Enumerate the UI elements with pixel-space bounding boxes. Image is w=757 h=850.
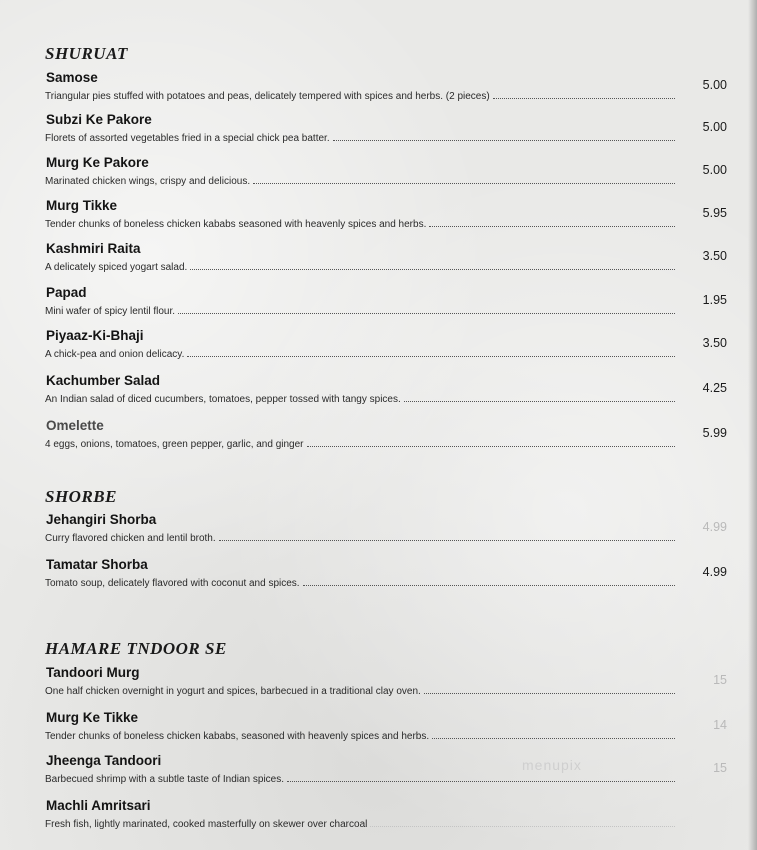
menu-item-papad [45, 285, 725, 323]
dot-leader [493, 98, 675, 99]
item-description: Tender chunks of boneless chicken kababs, seasoned with heavenly spices and herbs. [45, 731, 430, 742]
item-description: A delicately spiced yogart salad. [45, 262, 188, 273]
item-name: Machli Amritsari [46, 798, 151, 813]
item-name: Kachumber Salad [46, 373, 161, 388]
item-description: One half chicken overnight in yogurt and spices, barbecued in a traditional clay oven. [45, 686, 421, 697]
watermark: menupix [522, 757, 582, 773]
item-price: 5.95 [702, 206, 727, 220]
item-description: Tomato soup, delicately flavored with coconut and spices. [45, 578, 300, 589]
item-description: A chick-pea and onion delicacy. [45, 349, 185, 360]
dot-leader [219, 540, 675, 541]
menu-item-machli-amritsari [45, 798, 725, 836]
item-description: Triangular pies stuffed with potatoes and peas, delicately tempered with spices and herbs. (2 pieces) [45, 91, 490, 102]
menu-item-tamatar-shorba [45, 557, 725, 595]
menu-item-kachumber-salad [45, 373, 725, 411]
item-name: Murg Tikke [46, 198, 118, 213]
item-description: Marinated chicken wings, crispy and delicious. [45, 176, 251, 187]
dot-leader [333, 140, 675, 141]
menu-item-samose [45, 70, 725, 108]
menu-item-jehangiri-shorba [45, 512, 725, 550]
item-price: 5.00 [702, 120, 727, 134]
section-title-shuruat: SHURUAT [45, 44, 128, 63]
dot-leader [187, 356, 675, 357]
item-price: 15 [713, 761, 727, 775]
menu-item-piyaaz-ki-bhaji [45, 328, 725, 366]
menu-item-murg-ke-tikke [45, 710, 725, 748]
menu-item-tandoori-murg [45, 665, 725, 703]
menu-item-jheenga-tandoori [45, 753, 725, 791]
item-name: Murg Ke Tikke [46, 710, 139, 725]
dot-leader [404, 401, 675, 402]
page-edge-shadow [748, 0, 757, 850]
dot-leader [253, 183, 675, 184]
item-price: 4.99 [702, 565, 727, 579]
item-price: 1.95 [702, 293, 727, 307]
dot-leader [287, 781, 675, 782]
item-name: Jheenga Tandoori [46, 753, 162, 768]
item-description: Mini wafer of spicy lentil flour. [45, 306, 176, 317]
item-price: 4.99 [702, 520, 727, 534]
item-description: Florets of assorted vegetables fried in a special chick pea batter. [45, 133, 330, 144]
dot-leader [432, 738, 675, 739]
item-description: An Indian salad of diced cucumbers, tomatoes, pepper tossed with tangy spices. [45, 394, 401, 405]
item-description: Barbecued shrimp with a subtle taste of Indian spices. [45, 774, 285, 785]
item-price: 5.00 [702, 163, 727, 177]
item-description: Fresh fish, lightly marinated, cooked masterfully on skewer over charcoal [45, 819, 368, 830]
item-name: Kashmiri Raita [46, 241, 141, 256]
item-name: Tamatar Shorba [46, 557, 148, 572]
item-price: 4.25 [702, 381, 727, 395]
item-name: Murg Ke Pakore [46, 155, 149, 170]
item-price: 5.00 [702, 78, 727, 92]
menu-item-omelette [45, 418, 725, 456]
dot-leader [178, 313, 675, 314]
item-price: 3.50 [702, 336, 727, 350]
section-title-shorbe: SHORBE [45, 487, 117, 506]
item-price: 3.50 [702, 249, 727, 263]
item-description: Tender chunks of boneless chicken kababs seasoned with heavenly spices and herbs. [45, 219, 427, 230]
item-name: Jehangiri Shorba [46, 512, 157, 527]
dot-leader [307, 446, 675, 447]
item-name: Samose [46, 70, 98, 85]
item-description: 4 eggs, onions, tomatoes, green pepper, garlic, and ginger [45, 439, 304, 450]
dot-leader [190, 269, 675, 270]
item-name: Omelette [46, 418, 104, 433]
item-name: Piyaaz-Ki-Bhaji [46, 328, 144, 343]
item-price: 5.99 [702, 426, 727, 440]
menu-item-murg-ke-pakore [45, 155, 725, 193]
menu-item-murg-tikke [45, 198, 725, 236]
menu-item-subzi-ke-pakore [45, 112, 725, 150]
dot-leader [424, 693, 675, 694]
dot-leader [429, 226, 675, 227]
item-description: Curry flavored chicken and lentil broth. [45, 533, 216, 544]
menu-item-kashmiri-raita [45, 241, 725, 279]
item-name: Papad [46, 285, 87, 300]
item-price: 14 [713, 718, 727, 732]
item-name: Tandoori Murg [46, 665, 140, 680]
item-name: Subzi Ke Pakore [46, 112, 152, 127]
dot-leader [303, 585, 675, 586]
section-title-hamare-tndoor-se: HAMARE TNDOOR SE [45, 639, 227, 658]
dot-leader [370, 826, 675, 827]
item-price: 15 [713, 673, 727, 687]
